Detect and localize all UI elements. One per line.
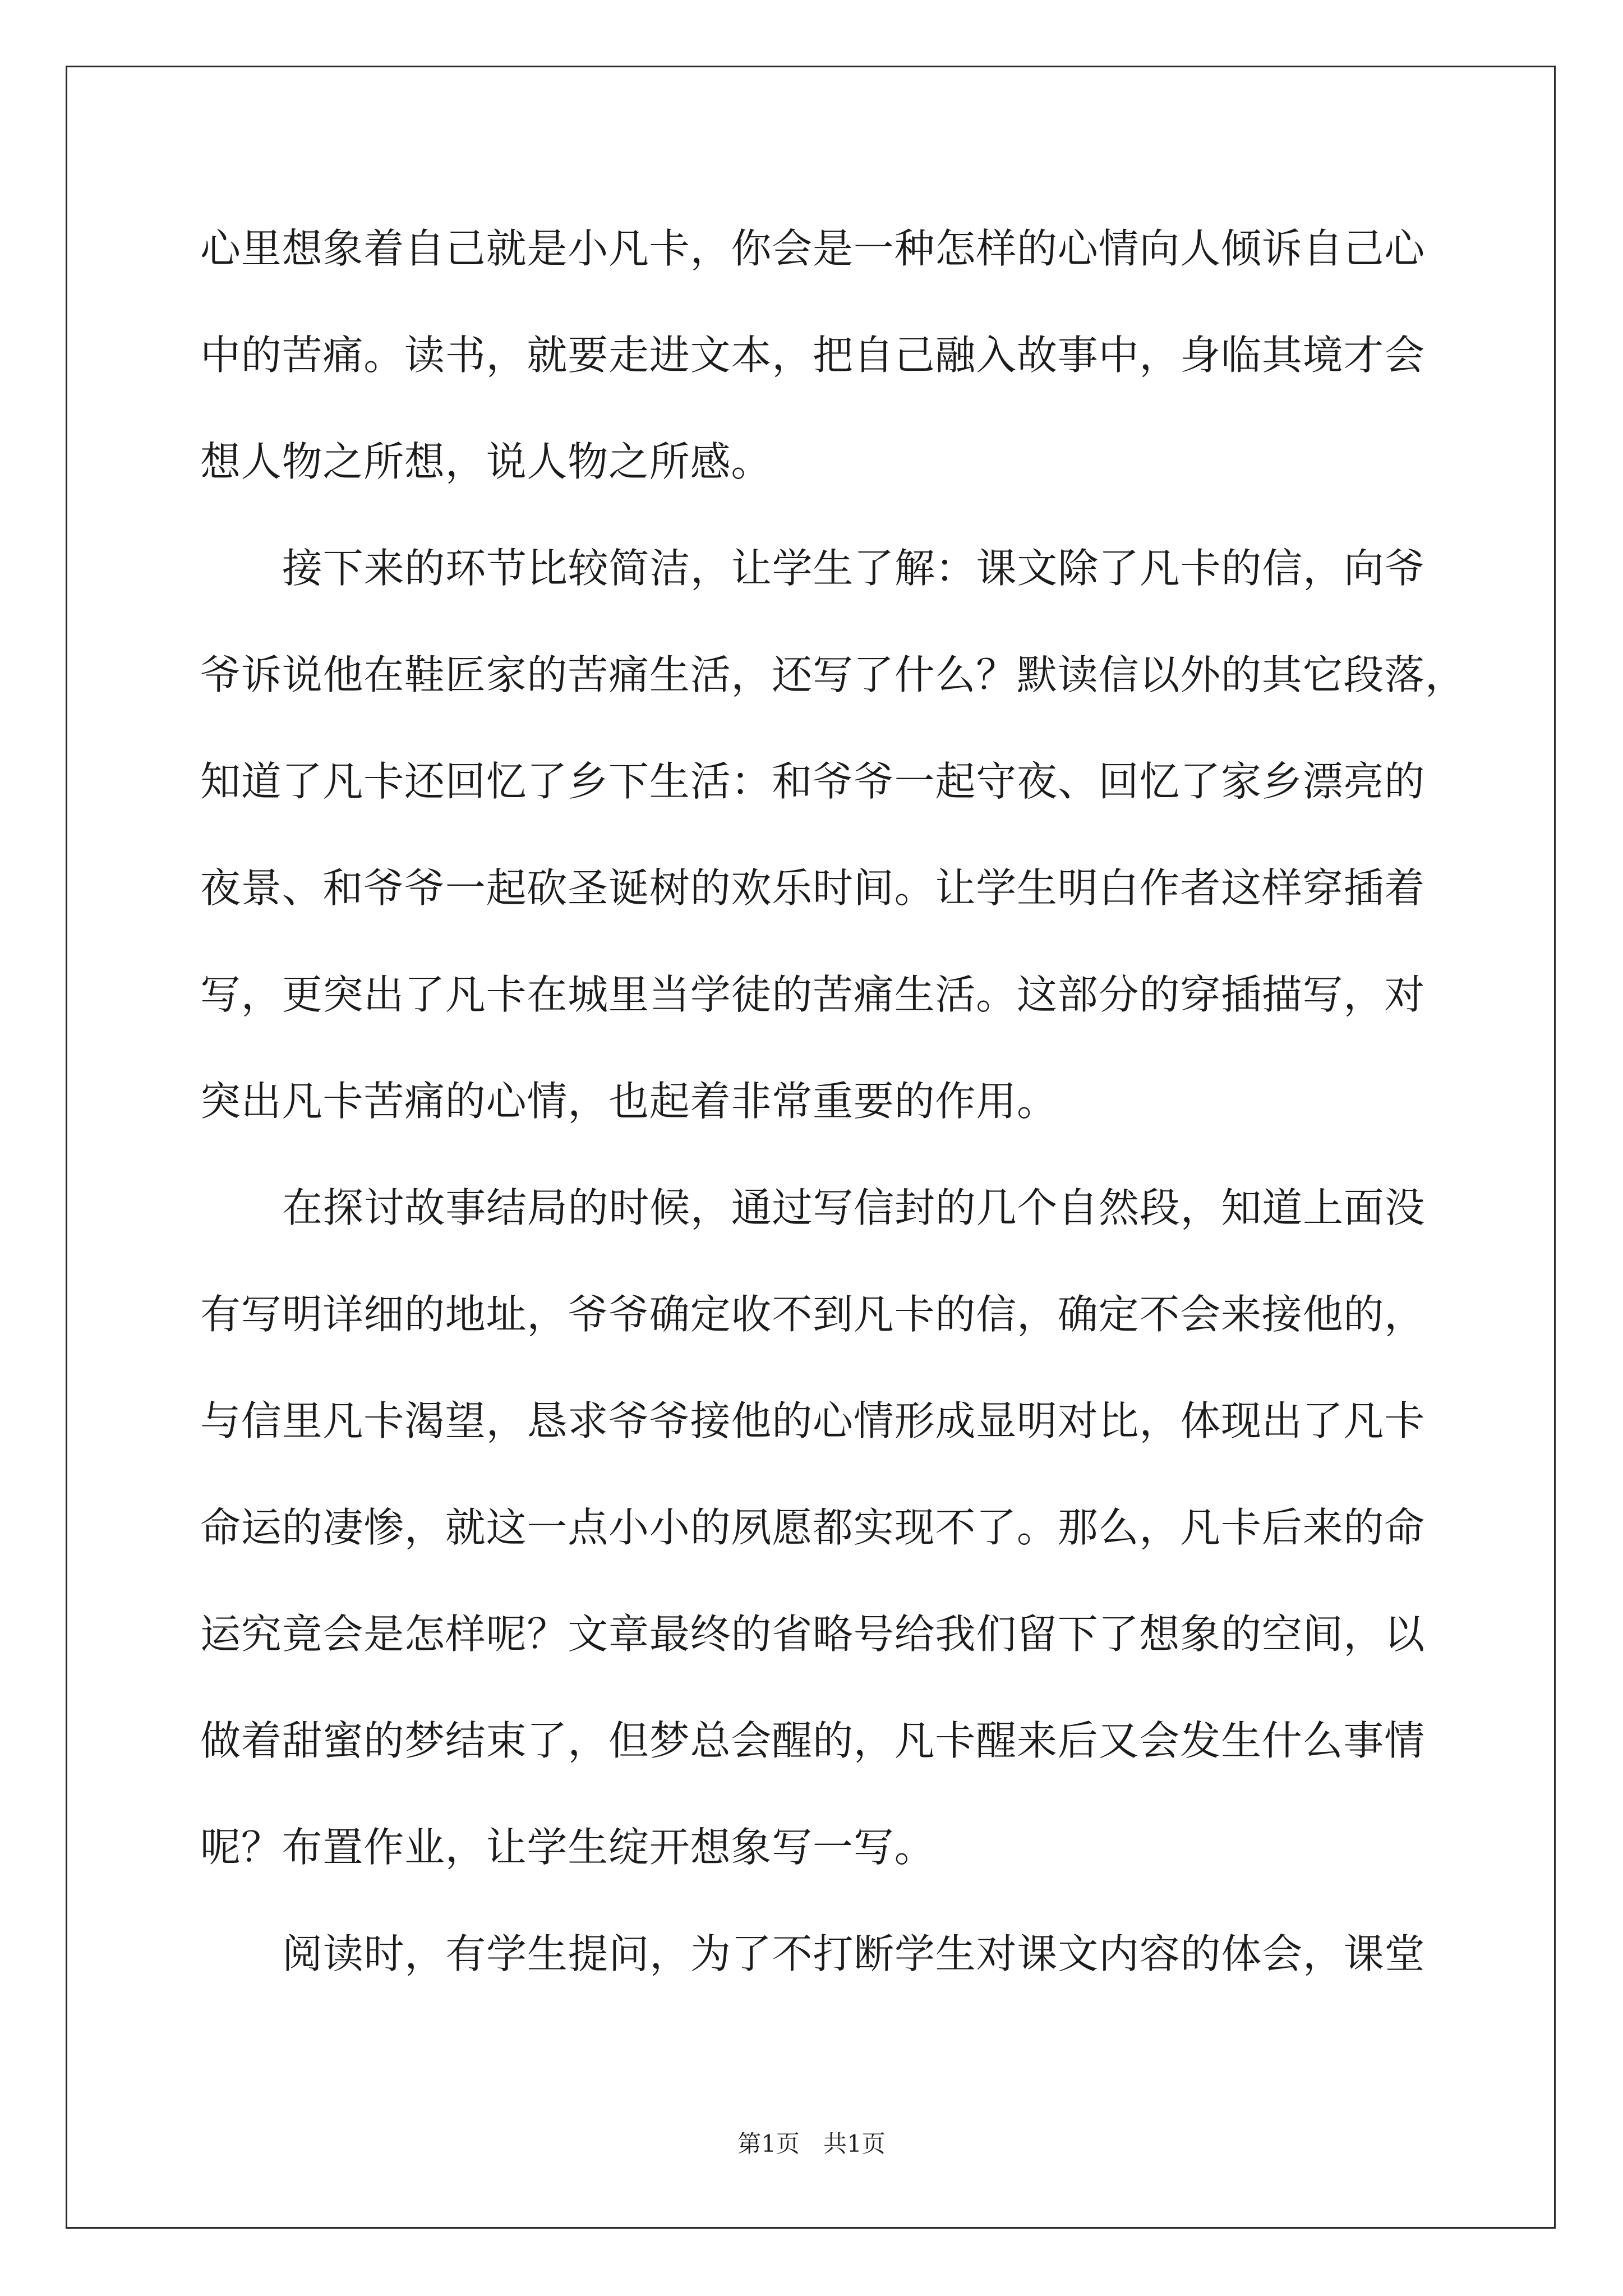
paragraph: [200, 1901, 1490, 2007]
paragraph: [200, 1154, 1490, 1901]
text-line: 做着甜蜜的梦结束了，但梦总会醒的，凡卡醒来后又会发生什么事情: [200, 1717, 1426, 1764]
text-line: 呢？布置作业，让学生绽开想象写一写。: [200, 1824, 935, 1871]
page-number-footer: 第1页 共1页: [737, 2130, 886, 2157]
text-line: 接下来的环节比较简洁，让学生了解：课文除了凡卡的信，向爷: [282, 545, 1426, 592]
text-line: 突出凡卡苦痛的心情，也起着非常重要的作用。: [200, 1078, 1058, 1125]
text-line: 中的苦痛。读书，就要走进文本，把自己融入故事中，身临其境才会: [200, 332, 1426, 379]
document-body: [200, 195, 1490, 2007]
text-line: 有写明详细的地址，爷爷确定收不到凡卡的信，确定不会来接他的，: [200, 1291, 1426, 1338]
text-line: 知道了凡卡还回忆了乡下生活：和爷爷一起守夜、回忆了家乡漂亮的: [200, 758, 1426, 805]
text-line: 爷诉说他在鞋匠家的苦痛生活，还写了什么？默读信以外的其它段落，: [200, 651, 1466, 698]
text-line: 命运的凄惨，就这一点小小的夙愿都实现不了。那么，凡卡后来的命: [200, 1504, 1426, 1551]
text-line: 想人物之所想，说人物之所感。: [200, 438, 772, 485]
text-line: 运究竟会是怎样呢？文章最终的省略号给我们留下了想象的空间，以: [200, 1611, 1426, 1658]
text-line: 写，更突出了凡卡在城里当学徒的苦痛生活。这部分的穿插描写，对: [200, 971, 1426, 1018]
text-line: 在探讨故事结局的时候，通过写信封的几个自然段，知道上面没: [282, 1184, 1426, 1231]
text-line: 夜景、和爷爷一起砍圣诞树的欢乐时间。让学生明白作者这样穿插着: [200, 864, 1426, 912]
paragraph: [200, 515, 1490, 1154]
paragraph: [200, 195, 1490, 515]
text-line: 与信里凡卡渴望，恳求爷爷接他的心情形成显明对比，体现出了凡卡: [200, 1397, 1426, 1444]
text-line: 心里想象着自己就是小凡卡，你会是一种怎样的心情向人倾诉自己心: [200, 225, 1426, 272]
text-line: 阅读时，有学生提问，为了不打断学生对课文内容的体会，课堂: [282, 1930, 1426, 1977]
